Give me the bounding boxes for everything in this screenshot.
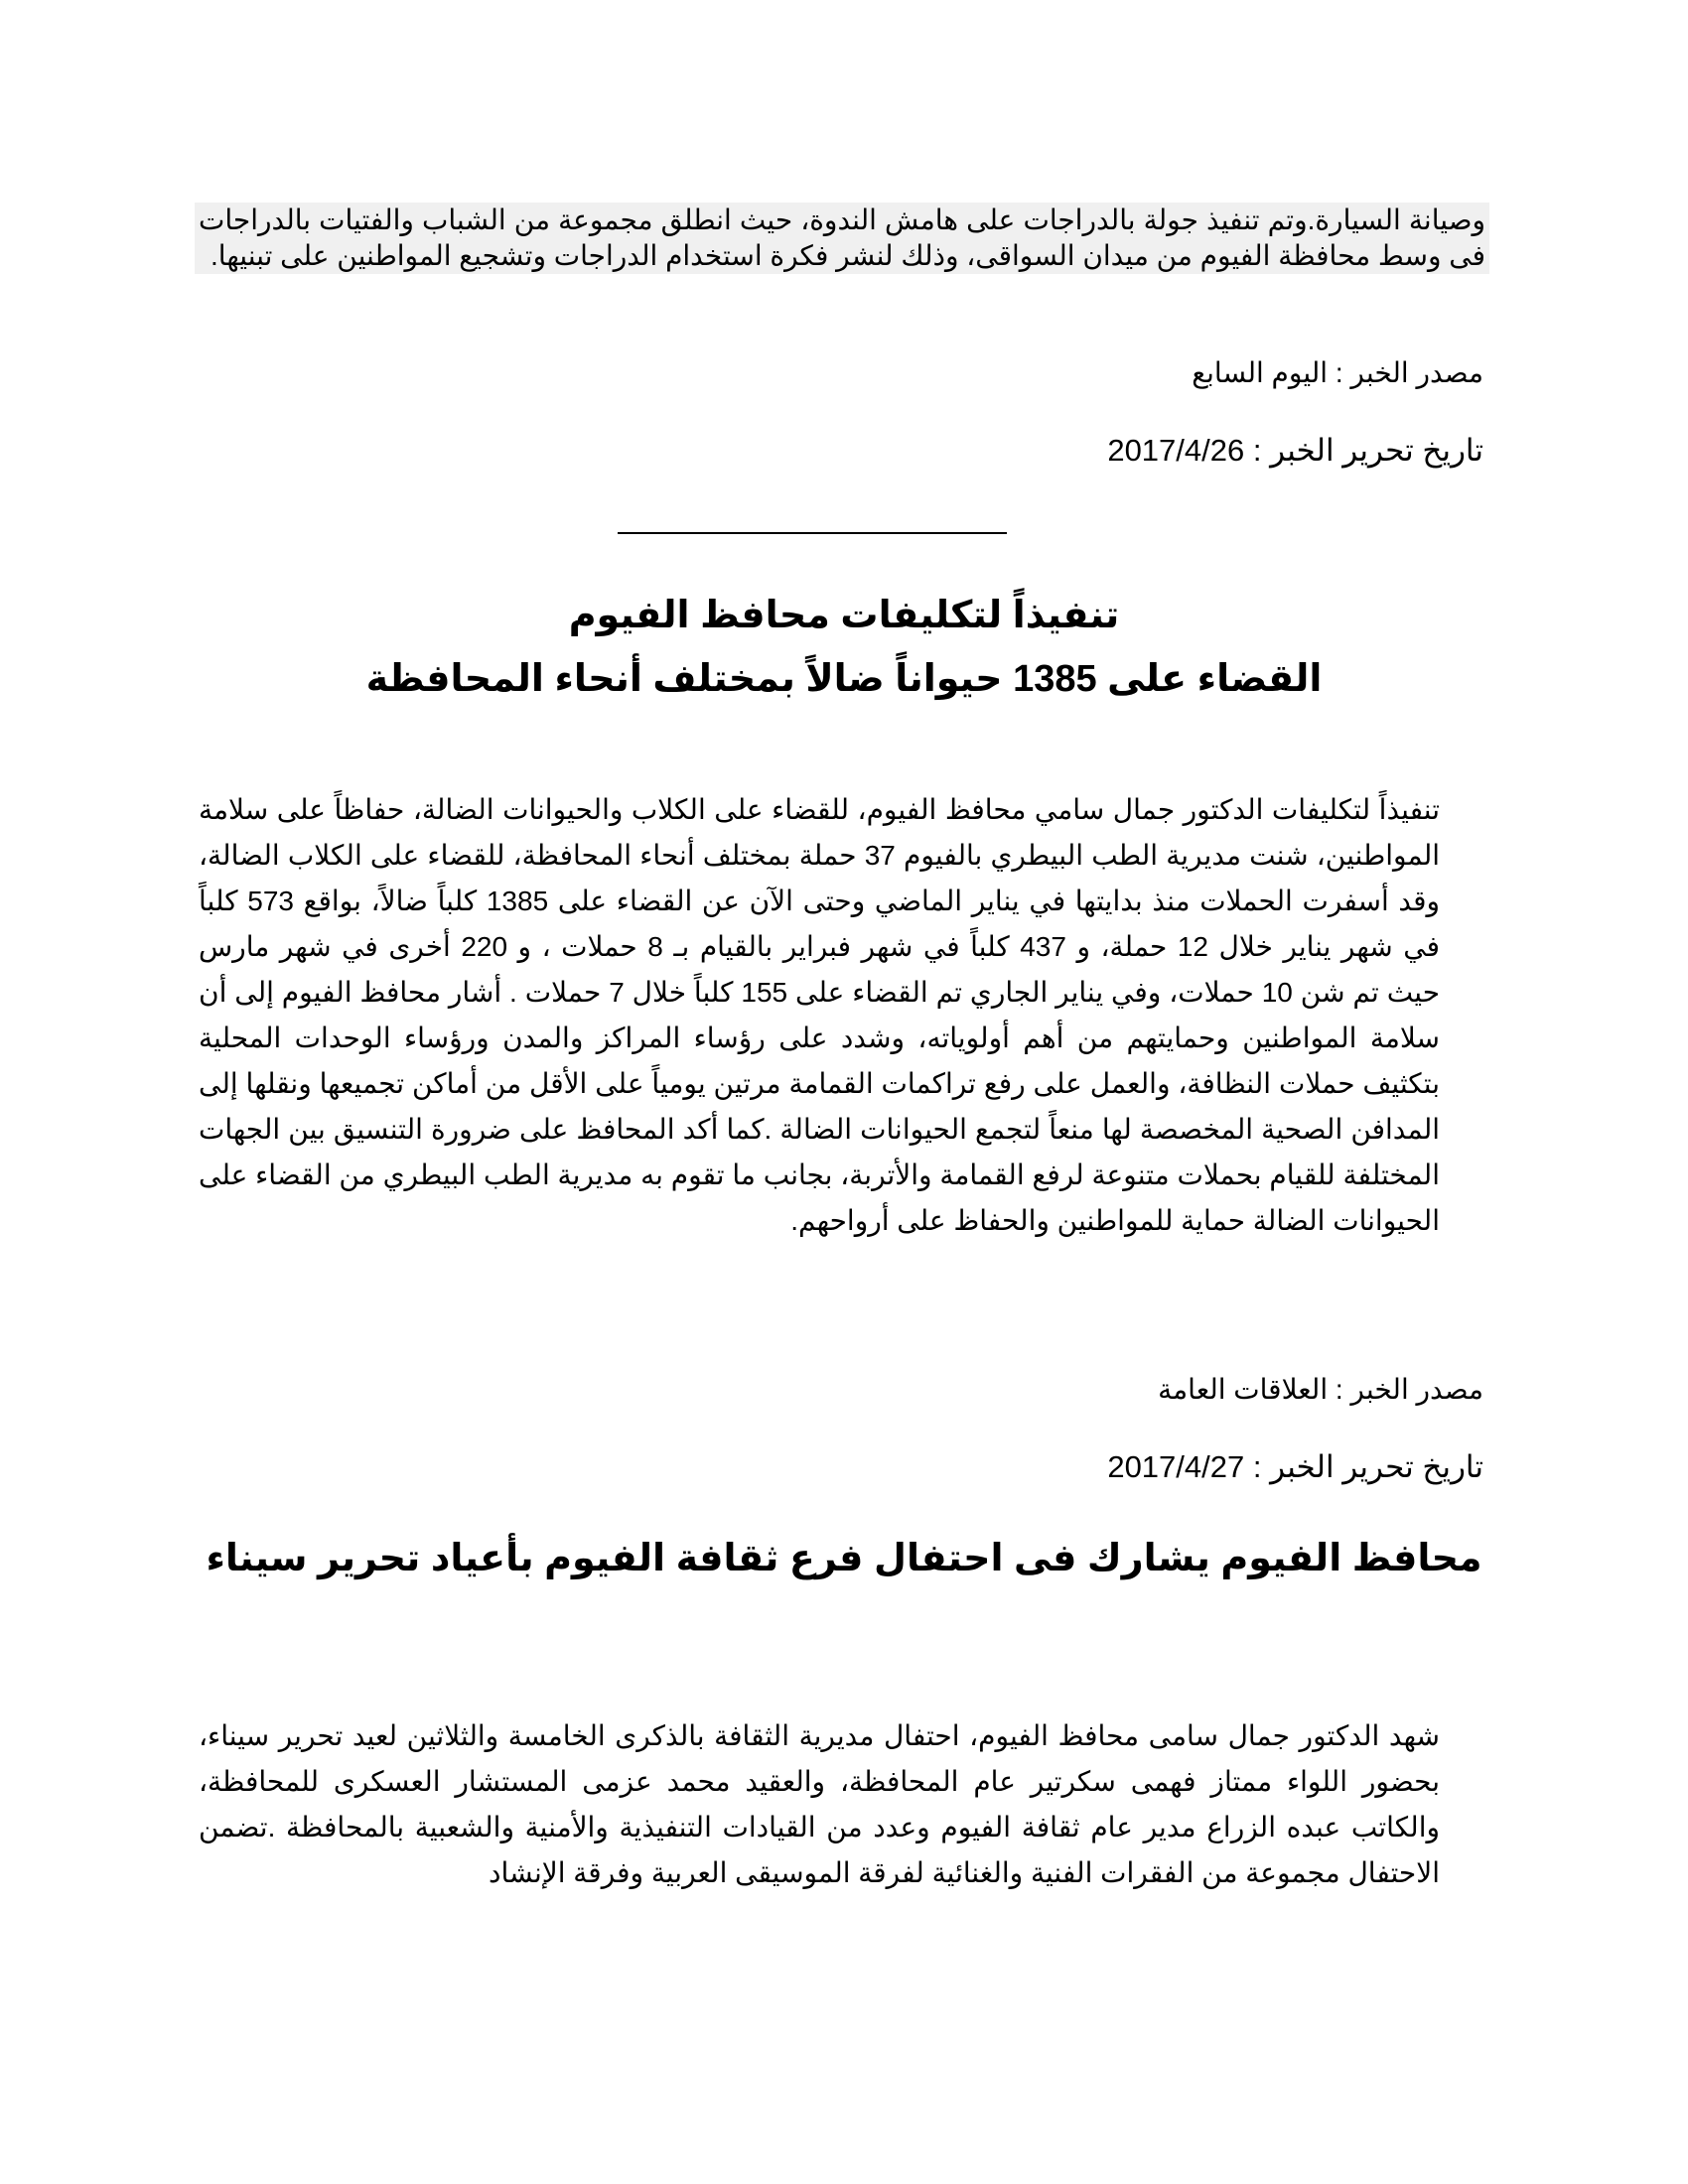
- article2-headline: محافظ الفيوم يشارك فى احتفال فرع ثقافة الفيوم بأعياد تحرير سيناء: [206, 1538, 1482, 1579]
- intro-news-date: تاريخ تحرير الخبر : 2017/4/26: [1107, 433, 1483, 468]
- article1-news-source: مصدر الخبر : العلاقات العامة: [1158, 1374, 1483, 1405]
- article2-body: شهد الدكتور جمال سامى محافظ الفيوم، احتفال مديرية الثقافة بالذكرى الخامسة والثلاثين لعيد تحرير سيناء، بحضور اللواء ممتاز فهمى سكرتير عام المحافظة، والعقيد محمد عزمى المستشار العسكرى للمحافظة، والكاتب عبده الزراع مدير عام ثقافة الفيوم وعدد من القيادات التنفيذية والأمنية والشعبية بالمحافظة .تضمن الاحتفال مجموعة من الفقرات الفنية والغنائية لفرقة الموسيقى العربية وفرقة الإنشاد: [199, 1720, 1440, 1888]
- article1-headline-line1: تنفيذاً لتكليفات محافظ الفيوم: [568, 595, 1120, 636]
- intro-news-source: مصدر الخبر : اليوم السابع: [1192, 357, 1483, 388]
- article1-body: تنفيذاً لتكليفات الدكتور جمال سامي محافظ الفيوم، للقضاء على الكلاب والحيوانات الضالة، حفاظاً على سلامة المواطنين، شنت مديرية الطب البيطري بالفيوم 37 حملة بمختلف أنحاء المحافظة، للقضاء على الكلاب الضالة، وقد أسفرت الحملات منذ بدايتها في يناير الماضي وحتى الآن عن القضاء على 1385 كلباً ضالاً، بواقع 573 كلباً في شهر يناير خلال 12 حملة، و 437 كلباً في شهر فبراير بالقيام بـ 8 حملات ، و 220 أخرى في شهر مارس حيث تم شن 10 حملات، وفي يناير الجاري تم القضاء على 155 كلباً خلال 7 حملات . أشار محافظ الفيوم إلى أن سلامة المواطنين وحمايتهم من أهم أولوياته، وشدد على رؤساء المراكز والمدن ورؤساء الوحدات المحلية بتكثيف حملات النظافة، والعمل على رفع تراكمات القمامة مرتين يومياً على الأقل من أماكن تجميعها ونقلها إلى المدافن الصحية المخصصة لها منعاً لتجمع الحيوانات الضالة .كما أكد المحافظ على ضرورة التنسيق بين الجهات المختلفة للقيام بحملات متنوعة لرفع القمامة والأتربة، بجانب ما تقوم به مديرية الطب البيطري من القضاء على الحيوانات الضالة حماية للمواطنين والحفاظ على أرواحهم.: [199, 794, 1441, 1236]
- section-divider: [618, 532, 1007, 534]
- article1-headline-line2: القضاء على 1385 حيواناً ضالاً بمختلف أنحاء المحافظة: [365, 658, 1323, 700]
- intro-paragraph: وصيانة السيارة.وتم تنفيذ جولة بالدراجات على هامش الندوة، حيث انطلق مجموعة من الشباب والفتيات بالدراجات فى وسط محافظة الفيوم من ميدان السواقى، وذلك لنشر فكرة استخدام الدراجات وتشجيع المواطنين على تبنيها.: [195, 203, 1489, 274]
- article1-news-date: تاريخ تحرير الخبر : 2017/4/27: [1107, 1449, 1483, 1484]
